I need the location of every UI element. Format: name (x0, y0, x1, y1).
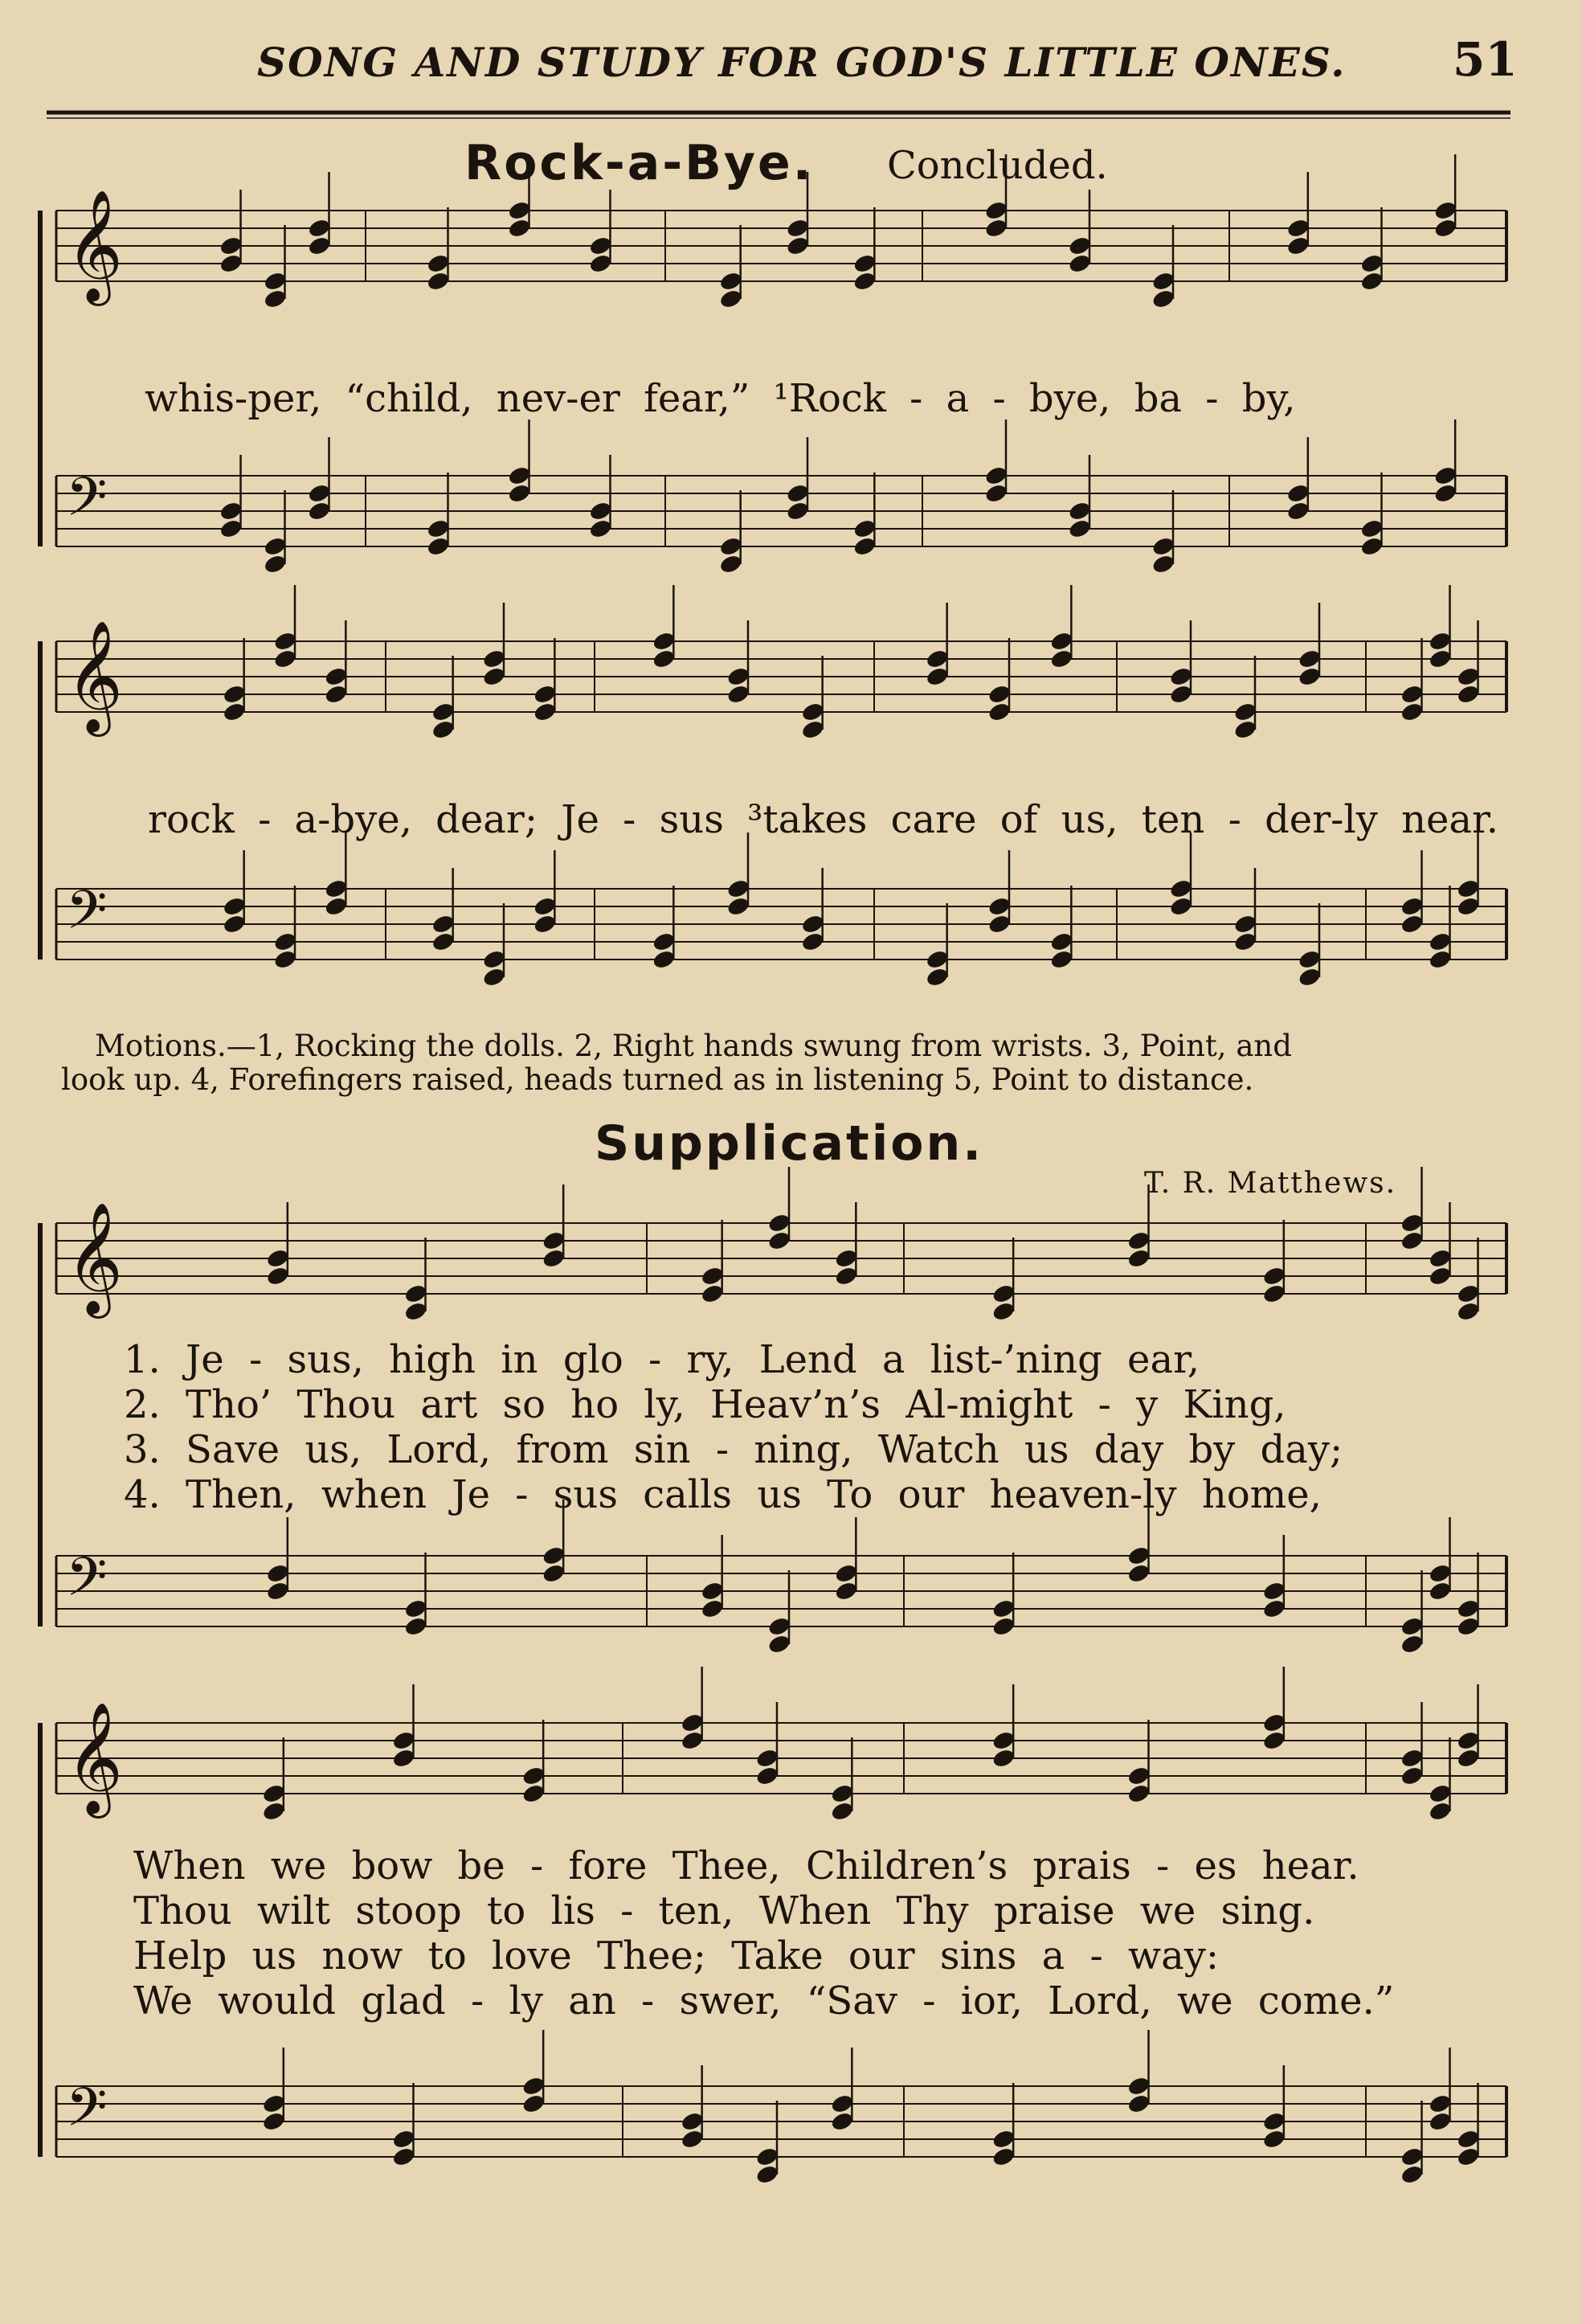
bass-clef: 𝄢 (66, 879, 108, 954)
verse-line: We would glad - ly an - swer, “Sav - ior, Lord, we come.” (133, 1978, 1395, 2023)
verse-line: When we bow be - fore Thee, Children’s prais - es hear. (133, 1843, 1359, 1888)
motions-note: look up. 4, Forefingers raised, heads turned as in listening 5, Point to distance. (61, 1062, 1254, 1097)
song-title-supplication: Supplication. (595, 1115, 983, 1172)
treble-clef: 𝄞 (66, 1202, 123, 1314)
bass-clef: 𝄢 (66, 466, 108, 541)
page-number: 51 (1453, 32, 1518, 87)
lyrics-line: rock - a-bye, dear; Je - sus ³takes care of us, ten - der-ly near. (148, 797, 1498, 842)
verse-line: Thou wilt stoop to lis - ten, When Thy praise we sing. (133, 1888, 1315, 1933)
running-header: SONG AND STUDY FOR GOD'S LITTLE ONES. (257, 39, 1347, 86)
treble-clef: 𝄞 (66, 1702, 123, 1814)
verse-line: Help us now to love Thee; Take our sins a - way: (133, 1933, 1220, 1978)
treble-clef: 𝄞 (66, 190, 123, 301)
verse-line: 3. Save us, Lord, from sin - ning, Watch us day by day; (124, 1427, 1343, 1472)
bass-clef: 𝄢 (66, 2076, 108, 2151)
motions-note: Motions.—1, Rocking the dolls. 2, Right hands swung from wrists. 3, Point, and (95, 1029, 1292, 1063)
song-title-rock-a-bye: Rock-a-Bye. (464, 135, 814, 191)
lyrics-line: whis-per, “child, nev-er fear,” ¹Rock - a - bye, ba - by, (145, 376, 1296, 421)
treble-clef: 𝄞 (66, 620, 123, 732)
verse-line: 4. Then, when Je - sus calls us To our heaven-ly home, (124, 1472, 1322, 1517)
verse-line: 2. Tho’ Thou art so ho ly, Heav’n’s Al-might - y King, (124, 1382, 1286, 1427)
verse-line: 1. Je - sus, high in glo - ry, Lend a list-’ning ear, (124, 1337, 1200, 1382)
song-subtitle: Concluded. (887, 143, 1108, 188)
bass-clef: 𝄢 (66, 1546, 108, 1621)
composer: T. R. Matthews. (1144, 1167, 1397, 1200)
